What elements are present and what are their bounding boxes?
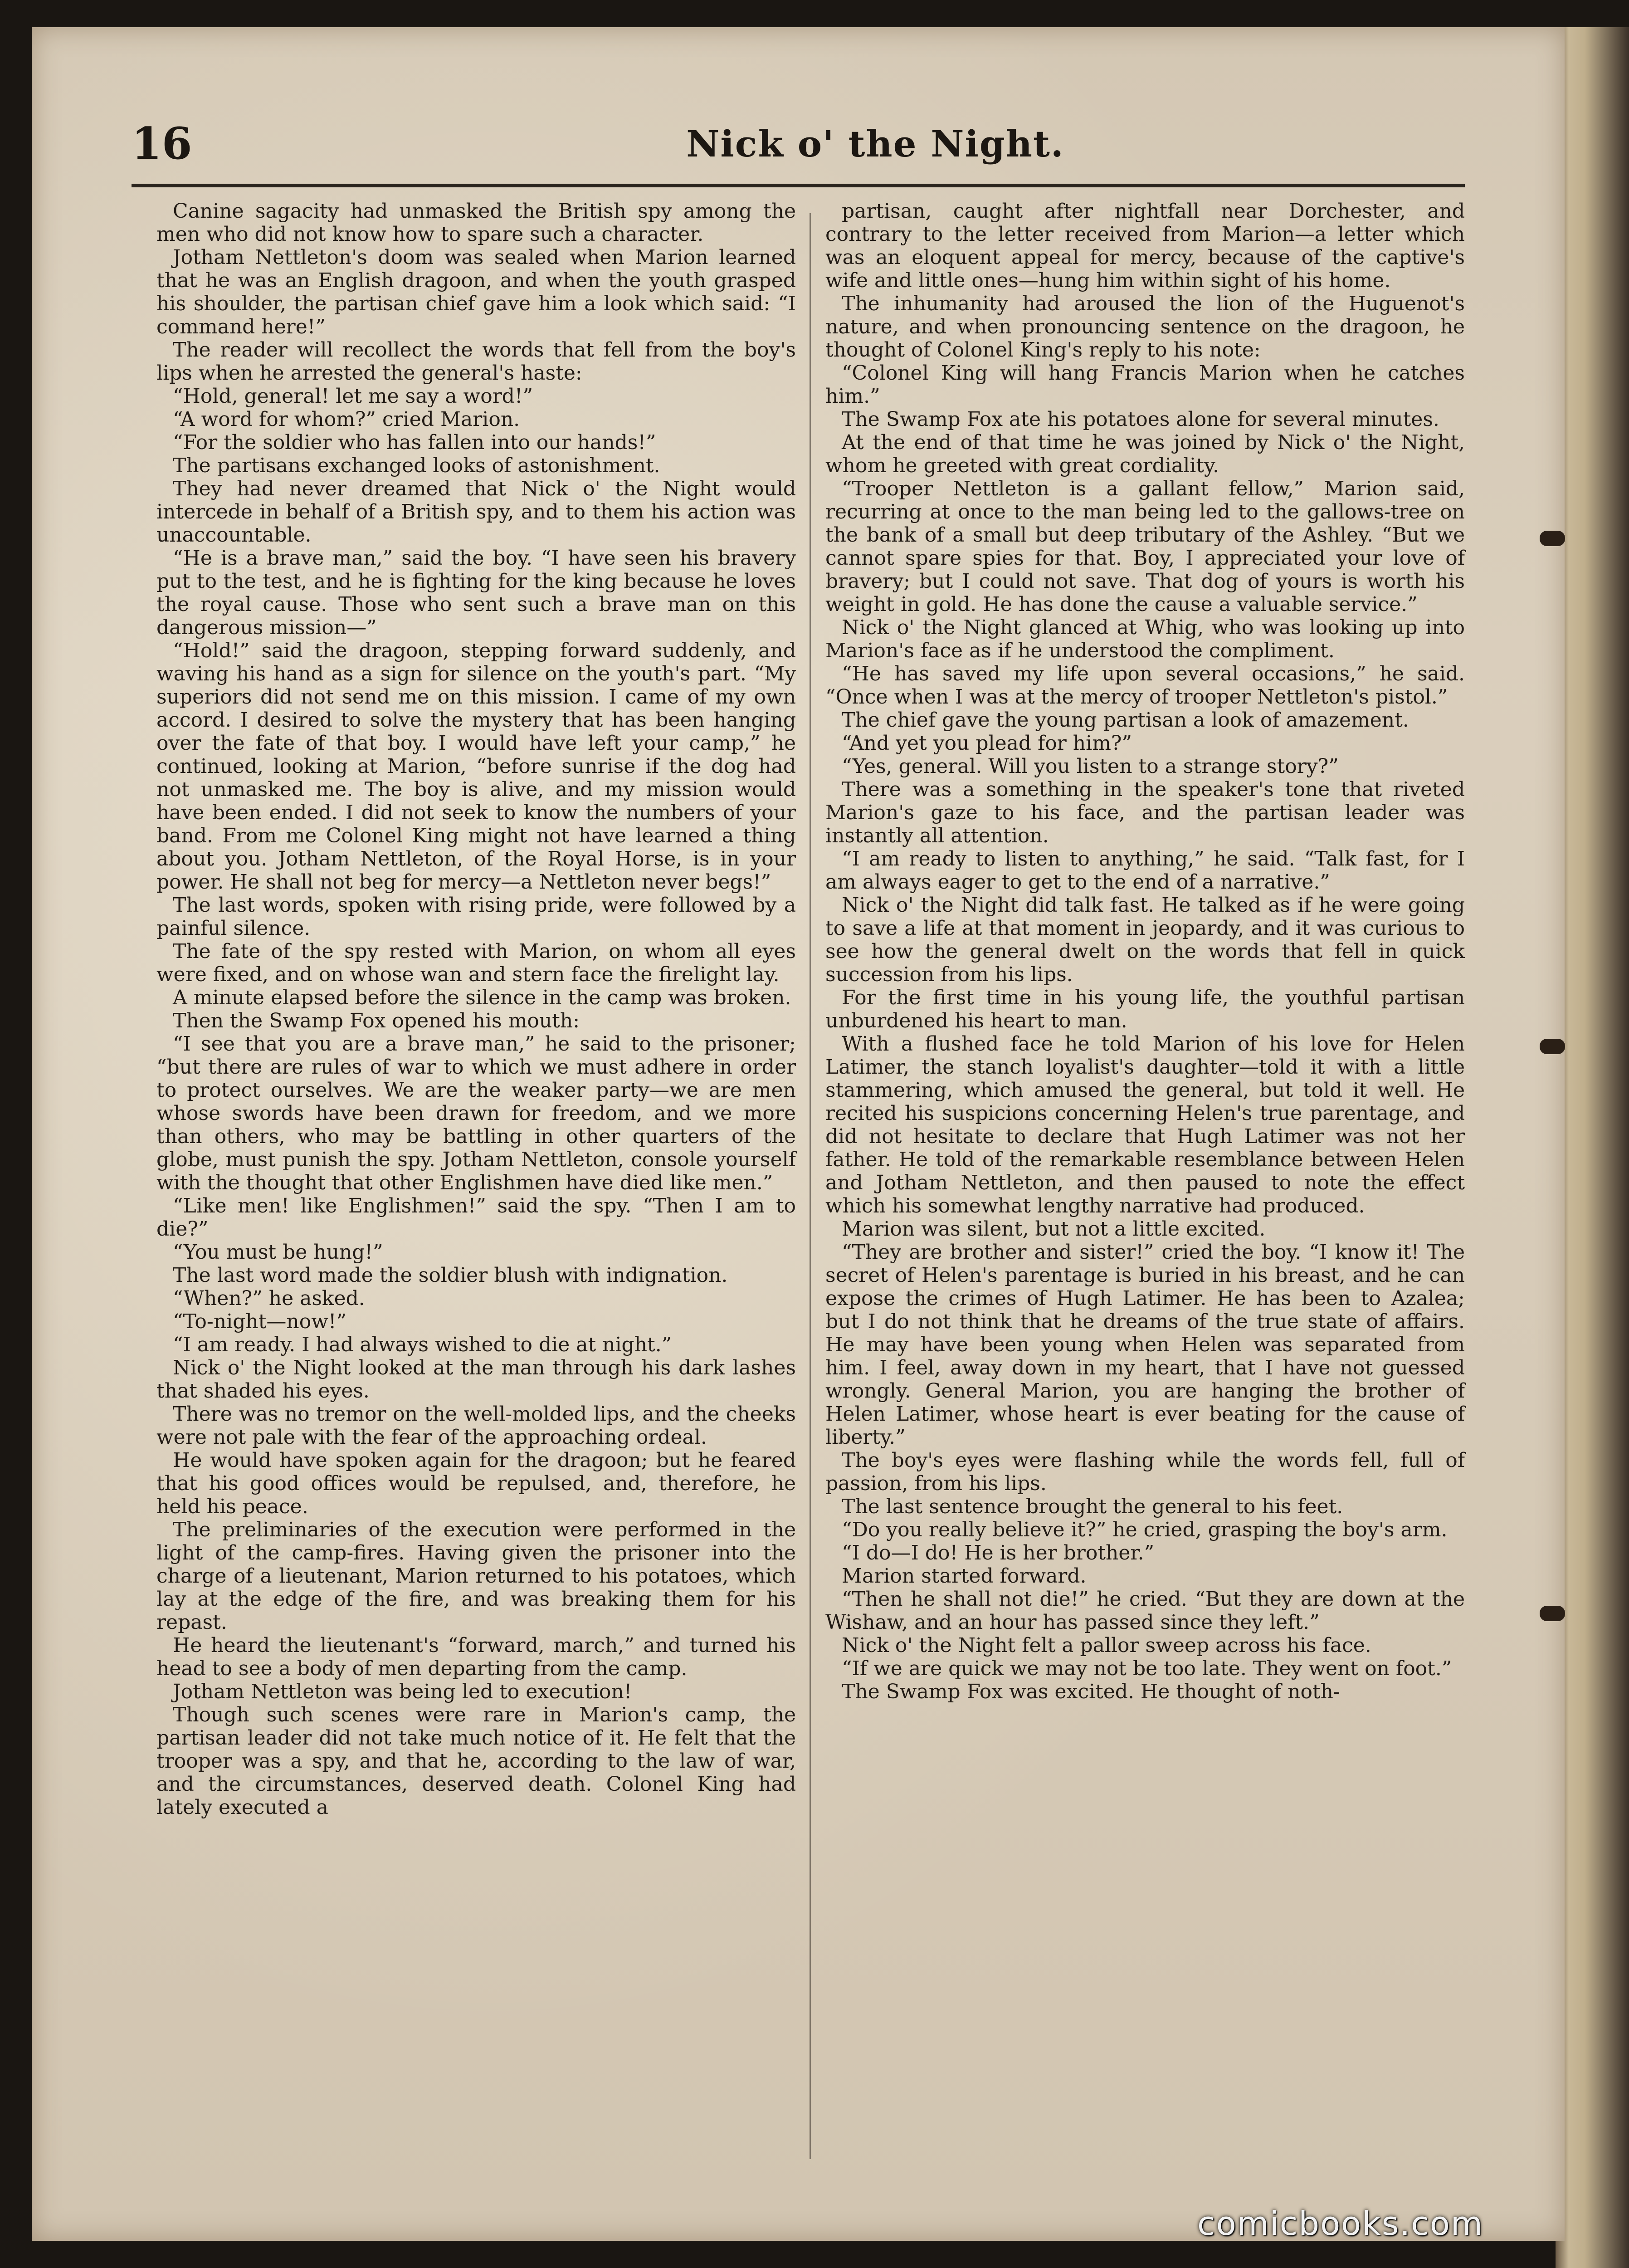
paragraph: “You must be hung!” [173, 1241, 383, 1264]
paragraph: “I am ready to listen to anything,” he said. “Talk fast, for I am always eager to get to the end of a narrative.” [825, 847, 1465, 894]
text-column-right [825, 200, 1465, 1703]
running-title: Nick o' the Night. [686, 122, 1064, 165]
paragraph: “He has saved my life upon several occasions,” he said. “Once when I was at the mercy of trooper Nettleton's pistol.” [825, 662, 1465, 709]
column-divider [810, 213, 811, 2159]
paragraph: They had never dreamed that Nick o' the Night would intercede in behalf of a British spy, and to them his action was unaccountable. [156, 477, 796, 547]
paragraph: “Colonel King will hang Francis Marion when he catches him.” [825, 362, 1465, 408]
watermark-text: comicbooks.com [1197, 2204, 1484, 2243]
page-header [132, 104, 1474, 177]
binding-hole [1540, 531, 1565, 546]
paragraph: Jotham Nettleton's doom was sealed when Marion learned that he was an English dragoon, and when the youth grasped his shoulder, the partisan chief gave him a look which said: “I command here!” [156, 246, 796, 338]
paragraph: The Swamp Fox was excited. He thought of noth- [842, 1680, 1340, 1703]
paragraph: Then the Swamp Fox opened his mouth: [173, 1009, 580, 1032]
paragraph: The last sentence brought the general to his feet. [842, 1495, 1343, 1518]
paragraph: There was no tremor on the well-molded lips, and the cheeks were not pale with the fear of the approaching ordeal. [156, 1403, 796, 1449]
paragraph: There was a something in the speaker's tone that riveted Marion's gaze to his face, and the partisan leader was instantly all attention. [825, 778, 1465, 847]
paragraph: “When?” he asked. [173, 1287, 365, 1310]
paragraph: The last word made the soldier blush with indignation. [173, 1264, 728, 1287]
paragraph: “Hold!” said the dragoon, stepping forward suddenly, and waving his hand as a sign for silence on the youth's part. “My superiors did not send me on this mission. I came of my own accord. I desired to solve the mystery that has been hanging over the fate of that boy. I would have left your camp,” he continued, looking at Marion, “before sunrise if the dog had not unmasked me. The boy is alive, and my mission would have been ended. I did not seek to know the numbers of your band. From me Colonel King might not have learned a thing about you. Jotham Nettleton, of the Royal Horse, is in your power. He shall not beg for mercy—a Nettleton never begs!” [156, 639, 796, 894]
paragraph: “I am ready. I had always wished to die at night.” [173, 1333, 672, 1356]
header-rule [132, 184, 1465, 187]
paragraph: Nick o' the Night felt a pallor sweep across his face. [842, 1634, 1371, 1657]
binding-hole [1540, 1606, 1565, 1621]
paragraph: “To-night—now!” [173, 1310, 347, 1333]
paragraph: “Trooper Nettleton is a gallant fellow,” Marion said, recurring at once to the man being led to the gallows-tree on the bank of a small but deep tributary of the Ashley. “But we cannot spare spies for that. Boy, I appreciated your love of bravery; but I could not save. That dog of yours is worth his weight in gold. He has done the cause a valuable service.” [825, 477, 1465, 616]
paragraph: Jotham Nettleton was being led to execution! [173, 1680, 632, 1703]
paragraph: Marion started forward. [842, 1564, 1087, 1588]
paragraph: The last words, spoken with rising pride, were followed by a painful silence. [156, 894, 796, 940]
paragraph: The boy's eyes were flashing while the words fell, full of passion, from his lips. [825, 1449, 1465, 1495]
paragraph: “He is a brave man,” said the boy. “I have seen his bravery put to the test, and he is fighting for the king because he loves the royal cause. Those who sent such a brave man on this dangerous mission—” [156, 547, 796, 639]
book-spine [1556, 27, 1629, 2268]
page-number: 16 [132, 118, 192, 169]
paragraph: The preliminaries of the execution were performed in the light of the camp-fires. Having given the prisoner into the charge of a lieutenant, Marion returned to his potatoes, which lay at the edge of the fire, and was breaking them for his repast. [156, 1518, 796, 1634]
paragraph: Marion was silent, but not a little excited. [842, 1217, 1266, 1241]
paragraph: The inhumanity had aroused the lion of the Huguenot's nature, and when pronouncing sentence on the dragoon, he thought of Colonel King's reply to his note: [825, 292, 1465, 362]
paragraph: A minute elapsed before the silence in the camp was broken. [173, 986, 791, 1009]
paragraph: With a flushed face he told Marion of his love for Helen Latimer, the stanch loyalist's daughter—told it with a little stammering, which amused the general, but told it well. He recited his suspicions concerning Helen's true parentage, and did not hesitate to declare that Hugh Latimer was not her father. He told of the remarkable resemblance between Helen and Jotham Nettleton, and then paused to note the effect which his somewhat lengthy narrative had produced. [825, 1032, 1465, 1217]
paragraph: “They are brother and sister!” cried the boy. “I know it! The secret of Helen's parentage is buried in his breast, and he can expose the crimes of Hugh Latimer. He has been to Azalea; but I do not think that he dreams of the true state of affairs. He may have been young when Helen was separated from him. I feel, away down in my heart, that I have not guessed wrongly. General Marion, you are hanging the brother of Helen Latimer, whose heart is ever beating for the cause of liberty.” [825, 1241, 1465, 1449]
paragraph: “Hold, general! let me say a word!” [173, 385, 533, 408]
paragraph: “Then he shall not die!” he cried. “But they are down at the Wishaw, and an hour has passed since they left.” [825, 1588, 1465, 1634]
paragraph: The chief gave the young partisan a look of amazement. [842, 709, 1409, 732]
paragraph: Nick o' the Night looked at the man through his dark lashes that shaded his eyes. [156, 1356, 796, 1403]
paragraph: Though such scenes were rare in Marion's camp, the partisan leader did not take much notice of it. He felt that the trooper was a spy, and that he, according to the law of war, and the circumstances, deserved death. Colonel King had lately executed a [156, 1703, 796, 1819]
paragraph: He heard the lieutenant's “forward, march,” and turned his head to see a body of men departing from the camp. [156, 1634, 796, 1680]
paragraph: For the first time in his young life, the youthful partisan unburdened his heart to man. [825, 986, 1465, 1032]
paragraph: “A word for whom?” cried Marion. [173, 408, 520, 431]
paragraph: At the end of that time he was joined by Nick o' the Night, whom he greeted with great cordiality. [825, 431, 1465, 477]
paragraph: “Like men! like Englishmen!” said the spy. “Then I am to die?” [156, 1194, 796, 1241]
text-column-left [156, 200, 796, 1819]
paragraph: “Do you really believe it?” he cried, grasping the boy's arm. [842, 1518, 1448, 1541]
paragraph: He would have spoken again for the dragoon; but he feared that his good offices would be repulsed, and, therefore, he held his peace. [156, 1449, 796, 1518]
paragraph: “If we are quick we may not be too late. They went on foot.” [842, 1657, 1452, 1680]
paragraph: “I see that you are a brave man,” he said to the prisoner; “but there are rules of war to which we must adhere in order to protect ourselves. We are the weaker party—we are men whose swords have been drawn for freedom, and we more than others, who may be battling in other quarters of the globe, must punish the spy. Jotham Nettleton, console yourself with the thought that other Englishmen have died like men.” [156, 1032, 796, 1194]
paragraph: “Yes, general. Will you listen to a strange story?” [842, 755, 1339, 778]
paragraph: “For the soldier who has fallen into our hands!” [173, 431, 656, 454]
paragraph: partisan, caught after nightfall near Dorchester, and contrary to the letter received from Marion—a letter which was an eloquent appeal for mercy, because of the captive's wife and little ones—hung him within sight of his home. [825, 200, 1465, 292]
paragraph: The reader will recollect the words that fell from the boy's lips when he arrested the general's haste: [156, 338, 796, 385]
paragraph: Nick o' the Night did talk fast. He talked as if he were going to save a life at that moment in jeopardy, and it was curious to see how the general dwelt on the words that fell in quick succession from his lips. [825, 894, 1465, 986]
paragraph: “And yet you plead for him?” [842, 732, 1132, 755]
paragraph: The fate of the spy rested with Marion, on whom all eyes were fixed, and on whose wan and stern face the firelight lay. [156, 940, 796, 986]
paragraph: Canine sagacity had unmasked the British spy among the men who did not know how to spare such a character. [156, 200, 796, 246]
binding-hole [1540, 1039, 1565, 1054]
paragraph: “I do—I do! He is her brother.” [842, 1541, 1155, 1564]
paragraph: Nick o' the Night glanced at Whig, who was looking up into Marion's face as if he understood the compliment. [825, 616, 1465, 662]
paragraph: The partisans exchanged looks of astonishment. [173, 454, 660, 477]
paragraph: The Swamp Fox ate his potatoes alone for several minutes. [842, 408, 1439, 431]
